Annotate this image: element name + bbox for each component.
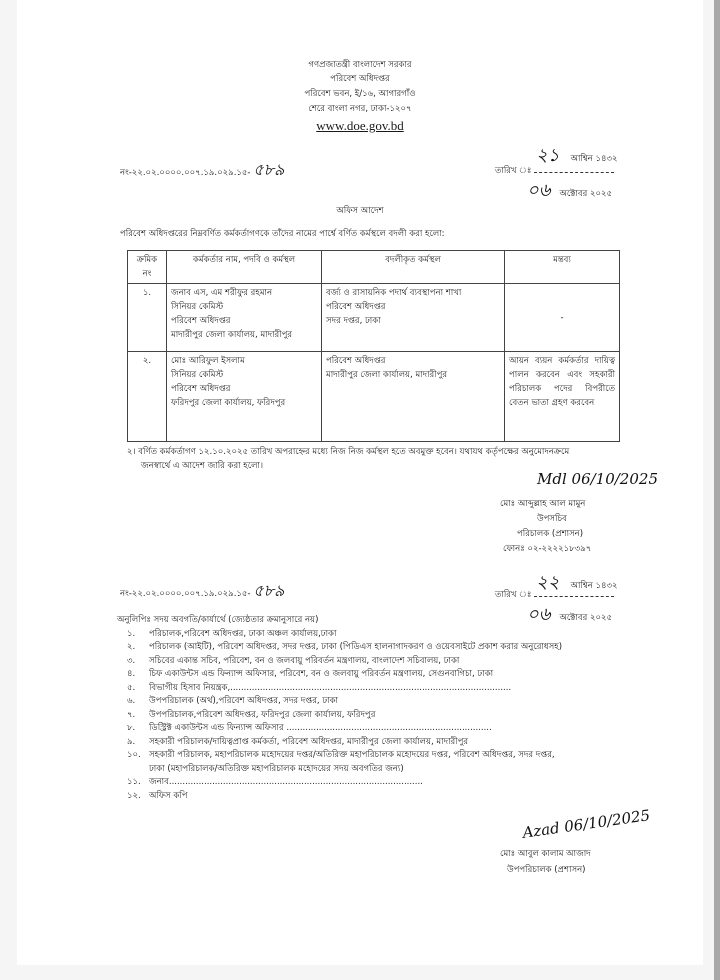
date-label: তারিখ ঃ xyxy=(495,590,532,600)
cell-officer xyxy=(167,284,322,352)
vertical-scrollbar[interactable] xyxy=(714,0,720,980)
transfer-table xyxy=(127,250,620,442)
date-dashed-line xyxy=(534,590,614,597)
date-dashed-line xyxy=(534,166,614,173)
list-number: ১. xyxy=(127,628,136,639)
list-text: বিভাগীয় হিসাব নিয়ন্ত্রক,........................................................................................................ xyxy=(149,682,512,693)
list-text: অফিস কপি xyxy=(149,790,188,801)
list-item xyxy=(117,749,562,763)
signature-1: Mdl 06/10/2025 xyxy=(537,470,658,488)
list-text: উপপরিচালক (অর্থ),পরিবেশ অধিদপ্তর, সদর দপ্তর, ঢাকা xyxy=(149,696,339,706)
memo-number-1 xyxy=(120,160,285,179)
officer-office: ফরিদপুর জেলা কার্যালয়, ফরিদপুর xyxy=(171,398,286,408)
signatory-1-role: পরিচালক (প্রশাসন) xyxy=(517,529,584,539)
list-item-continuation: ঢাকা (মহাপরিচালক/অতিরিক্ত মহাপরিচালক মহোদয়ের সদয় অবগতির জন্য) xyxy=(149,763,404,774)
signature-2: Azad 06/10/2025 xyxy=(521,806,652,842)
list-number: ৯. xyxy=(127,736,136,747)
date-eng-month: অক্টোবর ২০২৫ xyxy=(559,613,613,623)
signatory-1-name: মোঃ আব্দুল্লাহ আল মামুন xyxy=(500,499,586,509)
transfer-line: মাদারীপুর জেলা কার্যালয়, মাদারীপুর xyxy=(326,370,448,380)
memo-handwritten-suffix: ৫৮৯ xyxy=(253,581,285,600)
list-number: ৬. xyxy=(127,696,136,706)
table-header-row xyxy=(128,251,620,284)
list-text: চিফ একাউন্টস এন্ড ফিন্যান্স অফিসার, পরিবেশ, বন ও জলবায়ু পরিবর্তন মন্ত্রণালয়, সেগুনবাগিচা, ঢাকা xyxy=(149,669,494,679)
list-item xyxy=(117,655,562,669)
col-officer: কর্মকর্তার নাম, পদবি ও কর্মস্থল xyxy=(167,251,322,284)
officer-designation: সিনিয়র কেমিস্ট xyxy=(171,302,224,312)
signatory-1-phone: ফোনঃ ০২-২২২২১৮৩৯৭ xyxy=(503,544,592,554)
transfer-line: পরিবেশ অধিদপ্তর xyxy=(326,302,386,312)
signatory-1-designation: উপসচিব xyxy=(537,514,567,524)
transfer-line: বর্জ্য ও রাসায়নিক পদার্থ ব্যবস্থাপনা শাখা xyxy=(326,288,462,298)
cell-transferred-to xyxy=(322,284,505,352)
transfer-line: পরিবেশ অধিদপ্তর xyxy=(326,356,386,366)
officer-name: জনাব এস, এম শরীফুর রহমান xyxy=(171,288,273,298)
list-text: সচিবের একান্ত সচিব, পরিবেশ, বন ও জলবায়ু পরিবর্তন মন্ত্রণালয়, বাংলাদেশ সচিবালয়, ঢাকা xyxy=(149,655,460,666)
date-eng-day: ০৬ xyxy=(527,604,551,625)
address-line-2: শেরে বাংলা নগর, ঢাকা-১২০৭ xyxy=(308,104,412,114)
scanned-document-page xyxy=(17,0,703,965)
list-item xyxy=(117,668,562,682)
list-number: ২. xyxy=(127,642,136,652)
date-label: তারিখ ঃ xyxy=(495,166,532,176)
list-item xyxy=(117,709,562,723)
date-eng-day: ০৬ xyxy=(527,180,551,201)
list-text: সহকারী পরিচালক/দায়িত্বপ্রাপ্ত কর্মকর্তা, পরিবেশ অধিদপ্তর, মাদারীপুর জেলা কার্যালয়, মাদারীপুর xyxy=(149,736,469,747)
para-2-line-1: ২। বর্ণিত কর্মকর্তাগণ ১২.১০.২০২৫ তারিখ অপরাহ্নের মধ্যে নিজ নিজ কর্মস্থল হতে অবমুক্ত হবেন। যথাযথ কর্তৃপক্ষের অনুমোদনক্রমে xyxy=(127,447,570,457)
cell-remarks: - xyxy=(505,284,620,352)
address-line-1: পরিবেশ ভবন, ই/১৬, আগারগাঁও xyxy=(304,89,416,99)
list-item xyxy=(117,641,562,655)
list-text: পরিচালক,পরিবেশ অধিদপ্তর, ঢাকা অঞ্চল কার্যালয়,ঢাকা xyxy=(149,628,337,639)
list-number: ১১. xyxy=(127,777,141,787)
list-text: ডিস্ট্রিক্ট একাউন্টস এন্ড ফিন্যান্স অফিসার ............................................................................ xyxy=(149,723,492,733)
cell-officer xyxy=(167,352,322,442)
table-row xyxy=(128,352,620,442)
copy-heading: অনুলিপিঃ সদয় অবগতি/কার্যার্থে (জ্যেষ্ঠতার ক্রমানুসারে নয়) xyxy=(117,615,319,625)
date-bangla-day: ২১ xyxy=(536,145,560,166)
officer-name: মোঃ আরিফুল ইসলাম xyxy=(171,356,245,366)
list-number: ৪. xyxy=(127,669,136,679)
department-name: পরিবেশ অধিদপ্তর xyxy=(330,74,390,84)
govt-name: গণপ্রজাতন্ত্রী বাংলাদেশ সরকার xyxy=(308,60,412,70)
list-text: পরিচালক (আইটি), পরিবেশ অধিদপ্তর, সদর দপ্তর, ঢাকা (পিডিএস হালনাগাদকরণ ও ওয়েবসাইটে প্রকাশ করার অনুরোধসহ) xyxy=(149,642,563,652)
list-number: ১২. xyxy=(127,790,141,801)
office-order-title: অফিস আদেশ xyxy=(336,206,384,216)
table-row xyxy=(128,284,620,352)
memo-number-2 xyxy=(120,581,285,600)
date-bangla-month: আশ্বিন ১৪৩২ xyxy=(570,154,618,164)
officer-department: পরিবেশ অধিদপ্তর xyxy=(171,316,231,326)
signatory-2-name: মোঃ আবুল কালাম আজাদ xyxy=(500,849,591,859)
list-text: জনাব.............................................................................................. xyxy=(149,777,423,787)
memo-number-text: নং-২২.০২.০০০০.০০৭.১৯.০২৯.১৫- xyxy=(120,589,251,599)
col-serial: ক্রমিক নং xyxy=(128,251,167,284)
list-item xyxy=(117,682,562,696)
date-bangla-day: ২২ xyxy=(536,572,560,593)
list-item xyxy=(117,776,562,790)
date-english-1 xyxy=(527,176,612,207)
list-text: সহকারী পরিচালক, মহাপরিচালক মহোদয়ের দপ্তর/অতিরিক্ত মহাপরিচালক মহোদয়ের দপ্তর, পরিবেশ অধিদপ্তর, সদর দপ্তর, xyxy=(149,750,555,760)
date-eng-month: অক্টোবর ২০২৫ xyxy=(559,189,613,199)
col-remarks: মন্তব্য xyxy=(505,251,620,284)
cell-transferred-to xyxy=(322,352,505,442)
list-number: ৮. xyxy=(127,723,136,733)
transfer-line: সদর দপ্তর, ঢাকা xyxy=(326,316,381,326)
cell-serial: ২. xyxy=(128,352,167,442)
list-item xyxy=(117,722,562,736)
memo-handwritten-suffix: ৫৮৯ xyxy=(253,160,285,179)
list-item xyxy=(117,736,562,750)
list-item xyxy=(117,790,562,804)
order-intro: পরিবেশ অধিদপ্তরের নিম্নবর্ণিত কর্মকর্তাগণকে তাঁদের নামের পার্শ্বে বর্ণিত কর্মস্থলে বদলী করা হলো: xyxy=(120,229,445,239)
copy-list xyxy=(117,614,562,803)
list-number: ১০. xyxy=(127,750,141,760)
list-item xyxy=(117,628,562,642)
officer-designation: সিনিয়র কেমিস্ট xyxy=(171,370,224,380)
website-link[interactable]: www.doe.gov.bd xyxy=(316,118,404,133)
col-transferred-to: বদলীকৃত কর্মস্থল xyxy=(322,251,505,284)
list-text: উপপরিচালক,পরিবেশ অধিদপ্তর, ফরিদপুর জেলা কার্যালয়, ফরিদপুর xyxy=(149,709,376,720)
list-item xyxy=(117,695,562,709)
list-number: ৩. xyxy=(127,655,136,666)
date-bangla-month: আশ্বিন ১৪৩২ xyxy=(570,581,618,591)
para-2-line-2: জনস্বার্থে এ আদেশ জারি করা হলো। xyxy=(141,461,264,471)
memo-number-text: নং-২২.০২.০০০০.০০৭.১৯.০২৯.১৫- xyxy=(120,168,251,178)
officer-department: পরিবেশ অধিদপ্তর xyxy=(171,384,231,394)
officer-office: মাদারীপুর জেলা কার্যালয়, মাদারীপুর xyxy=(171,330,293,340)
cell-serial: ১. xyxy=(128,284,167,352)
list-number: ৭. xyxy=(127,709,136,720)
signatory-2-role: উপপরিচালক (প্রশাসন) xyxy=(507,865,586,875)
cell-remarks: আয়ন ব্যয়ন কর্মকর্তার দায়িত্ব পালন করবেন এবং সহকারী পরিচালক পদের বিপরীতে বেতন ভাতা গ্রহণ করবেন xyxy=(505,352,620,442)
list-number: ৫. xyxy=(127,682,136,693)
